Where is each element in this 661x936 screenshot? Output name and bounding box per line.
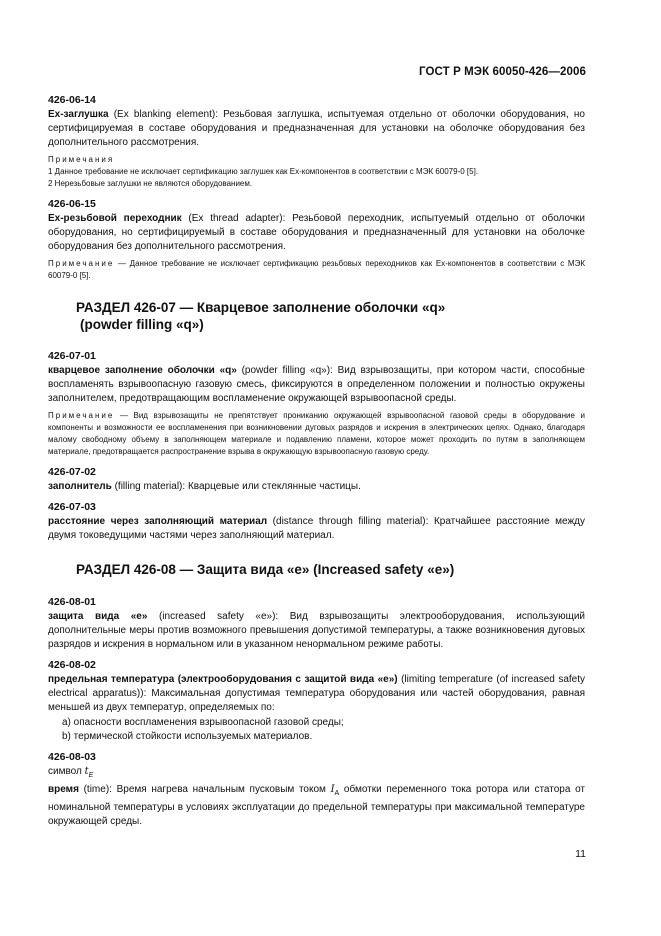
section-heading: [76, 299, 585, 333]
definition-text: (Ex blanking element): Резьбовая заглушка, испытуемая отдельно от оболочки оборудования, но сертифицируемая в составе оборудования и предназначенная для установки на оболочке оборудования без дополнительного рассмотрения.: [48, 109, 585, 148]
note-label: Примечание: [48, 411, 115, 420]
document-body: [48, 93, 585, 829]
term-definition: [48, 673, 585, 715]
term-definition: [48, 108, 585, 150]
term-entry: [48, 465, 585, 494]
list-item: a) опасности воспламенения взрывоопасной газовой среды;: [62, 717, 344, 728]
term-number: 426-07-01: [48, 350, 96, 362]
term-number: 426-08-03: [48, 751, 96, 763]
term-definition: [48, 610, 585, 652]
symbol-subscript: E: [88, 772, 94, 779]
term-number: 426-06-15: [48, 198, 96, 210]
term-number: 426-07-03: [48, 501, 96, 513]
term-entry: [48, 750, 585, 829]
note: [48, 410, 585, 458]
section-heading: [76, 561, 585, 578]
definition-text: (filling material): Кварцевые или стеклянные частицы.: [111, 481, 361, 492]
definition-text: (distance through filling material): Кратчайшее расстояние между двумя токоведущими частями через заполняющий материал.: [48, 516, 585, 541]
term-definition: [48, 212, 585, 254]
page-number: 11: [575, 848, 586, 860]
current-subscript: A: [334, 790, 340, 797]
term-name: время: [48, 784, 79, 795]
section-title: РАЗДЕЛ 426-08 — Защита вида «е» (Increased safety «е»): [76, 562, 455, 577]
note-item: 2 Нерезьбовые заглушки не являются оборудованием.: [48, 179, 253, 188]
term-entry: [48, 93, 585, 190]
term-number: 426-08-01: [48, 596, 96, 608]
symbol-letter: t: [84, 766, 89, 777]
term-name: защита вида «е»: [48, 611, 148, 622]
definition-text: (Ex thread adapter): Резьбовой переходник, испытуемый отдельно от оболочки оборудования, но сертифицируемый в составе оборудования и предназначенный для установки на оболочке оборудования без дополнительного рассмотрения.: [48, 213, 585, 252]
definition-text: (limiting temperature (of increased safety electrical apparatus)): Максимальная допустимая температура оборудования или частей оборудования, равная меньшей из двух температур, определяемых по:: [48, 674, 585, 713]
note-text: — Данное требование не исключает сертификацию резьбовых переходников как Ex-компонентов в соответствии с МЭК 60079-0 [5].: [48, 259, 585, 280]
definition-text: (time): Время нагрева начальным пусковым током: [78, 784, 331, 795]
definition-text: (powder filling «q»): Вид взрывозащиты, при котором части, способные воспламенять взрывоопасную газовую смесь, фиксируются в определенном положении и полностью окружены заполнителем, предотвращающим воспламенение окружающей взрывоопасной среды.: [48, 365, 585, 404]
note: [48, 258, 585, 282]
term-entry: [48, 349, 585, 458]
term-entry: [48, 197, 585, 282]
term-entry: [48, 658, 585, 744]
term-definition: [48, 364, 585, 406]
term-name: Ex-резьбовой переходник: [48, 213, 182, 224]
term-name: кварцевое заполнение оболочки «q»: [48, 365, 237, 376]
term-number: 426-06-14: [48, 94, 96, 106]
term-number: 426-08-02: [48, 659, 96, 671]
term-definition: [48, 480, 585, 494]
list-item: b) термической стойкости используемых материалов.: [62, 731, 313, 742]
term-name: заполнитель: [48, 481, 112, 492]
term-number: 426-07-02: [48, 466, 96, 478]
document-header: ГОСТ Р МЭК 60050-426—2006: [419, 66, 586, 78]
note-item: 1 Данное требование не исключает сертификацию заглушек как Ex-компонентов в соответствии с МЭК 60079-0 [5].: [48, 167, 479, 176]
symbol-label: символ: [48, 766, 85, 777]
term-name: предельная температура (электрооборудования с защитой вида «е»): [48, 674, 398, 685]
note-label: Примечание: [48, 259, 115, 268]
notes-heading: Примечания: [48, 155, 115, 164]
section-title: РАЗДЕЛ 426-07 — Кварцевое заполнение оболочки «q»: [76, 300, 446, 315]
note-text: — Вид взрывозащиты не препятствует прониканию окружающей взрывоопасной газовой среды в оборудование и компоненты и возможности ее воспламенения при возникновении дуговых разрядов и искрения в электрических цепях. Однако, благодаря малому свободному объему в заполняющем материале и подавлению пламени, которое может проходить по путям в заполняющем материале, предотвращается распространение взрыва в окружающую взрывоопасную газовую среду.: [48, 411, 585, 456]
term-definition: [48, 783, 585, 829]
term-name: Ex-заглушка: [48, 109, 109, 120]
term-definition: [48, 515, 585, 543]
section-subtitle: (powder filling «q»): [80, 317, 204, 332]
term-entry: [48, 500, 585, 543]
term-entry: [48, 595, 585, 652]
definition-text: обмотки переменного тока ротора или статора от номинальной температуры в условиях эксплуатации до предельной температуры при максимальной температуре окружающей среды.: [48, 784, 585, 827]
term-symbol: [48, 765, 585, 783]
current-symbol: I: [330, 784, 335, 795]
term-name: расстояние через заполняющий материал: [48, 516, 268, 527]
definition-text: (increased safety «e»): Вид взрывозащиты электрооборудования, использующий дополнительные меры против возможного превышения допустимой температуры, а также возникновения дуговых разрядов и искрения в нормальном или в указанном ненормальном режиме работы.: [48, 611, 586, 650]
